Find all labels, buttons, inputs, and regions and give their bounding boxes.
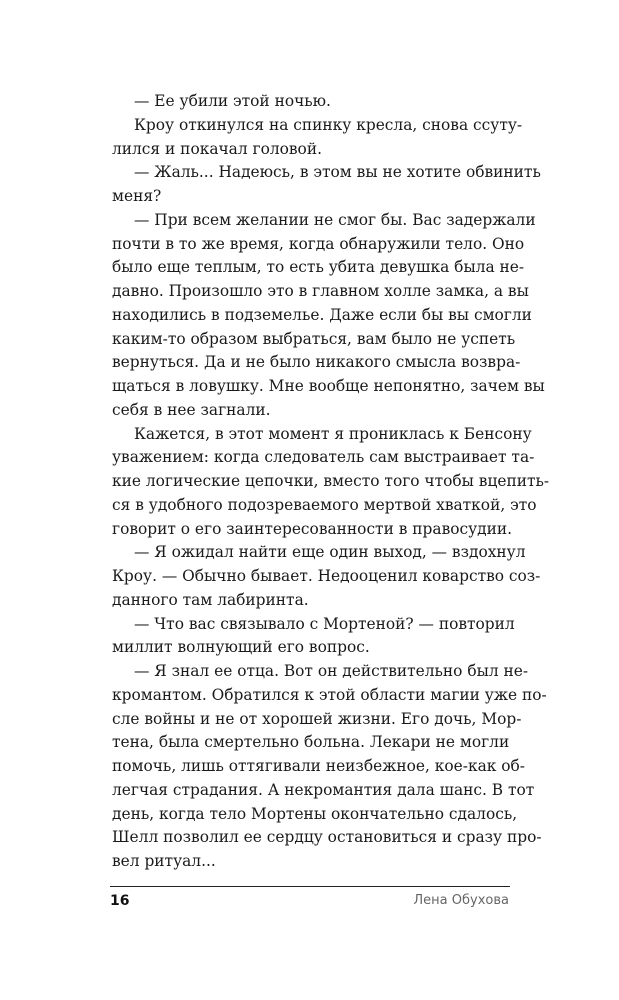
text-line: сле войны и не от хорошей жизни. Его дочь, Мор- [112, 709, 522, 728]
text-line: день, когда тело Мортены окончательно сдалось, [112, 804, 518, 823]
text-line: — Я знал ее отца. Вот он действительно был не- [134, 662, 529, 680]
text-line: давно. Произошло это в главном холле замка, а вы [112, 282, 529, 300]
running-author: Лена Обухова [413, 893, 509, 908]
text-line: лился и покачал головой. [112, 139, 322, 158]
text-line: данного там лабиринта. [112, 590, 309, 609]
text-line: почти в то же время, когда обнаружили тело. Оно [112, 234, 525, 253]
text-line: вел ритуал... [112, 852, 216, 870]
text-line: — Жаль... Надеюсь, в этом вы не хотите обвинить [134, 163, 541, 182]
text-line: Кроу. — Обычно бывает. Недооценил коварство соз- [112, 567, 541, 585]
text-line: помочь, лишь оттягивали неизбежное, кое-как об- [112, 757, 526, 775]
text-line: Кроу откинулся на спинку кресла, снова ссуту- [134, 115, 523, 134]
text-line: вернуться. Да и не было никакого смысла возвра- [112, 353, 521, 372]
text-line: себя в нее загнали. [112, 400, 271, 419]
text-line: говорит о его заинтересованности в правосудии. [112, 519, 513, 538]
text-line: кие логические цепочки, вместо того чтобы вцепить- [112, 472, 550, 490]
text-line: щаться в ловушку. Мне вообще непонятно, зачем вы [112, 377, 545, 395]
footer-rule [110, 886, 510, 887]
text-line: меня? [112, 187, 162, 205]
text-line: кромантом. Обратился к этой области магии уже по- [112, 685, 547, 704]
text-line: уважением: когда следователь сам выстраивает та- [112, 448, 535, 467]
text-line: — Я ожидал найти еще один выход, — вздохнул [134, 543, 526, 562]
text-line: каким-то образом выбраться, вам было не успеть [112, 329, 516, 348]
text-line: — Что вас связывало с Мортеной? — повторил [134, 614, 515, 633]
text-line: ся в удобного подозреваемого мертвой хваткой, это [112, 495, 537, 514]
text-line: Шелл позволил ее сердцу остановиться и сразу про- [112, 828, 542, 847]
page-number: 16 [110, 893, 130, 909]
text-line: легчая страдания. А некромантия дала шанс. В тот [112, 780, 535, 799]
text-line: — Ее убили этой ночью. [134, 92, 331, 110]
text-line: находились в подземелье. Даже если бы вы смогли [112, 305, 532, 324]
text-line: тена, была смертельно больна. Лекари не могли [112, 733, 510, 752]
text-line: миллит волнующий его вопрос. [112, 638, 370, 657]
text-line: Кажется, в этот момент я прониклась к Бенсону [134, 424, 532, 443]
text-line: было еще теплым, то есть убита девушка была не- [112, 258, 525, 277]
text-line: — При всем желании не смог бы. Вас задержали [134, 210, 536, 229]
